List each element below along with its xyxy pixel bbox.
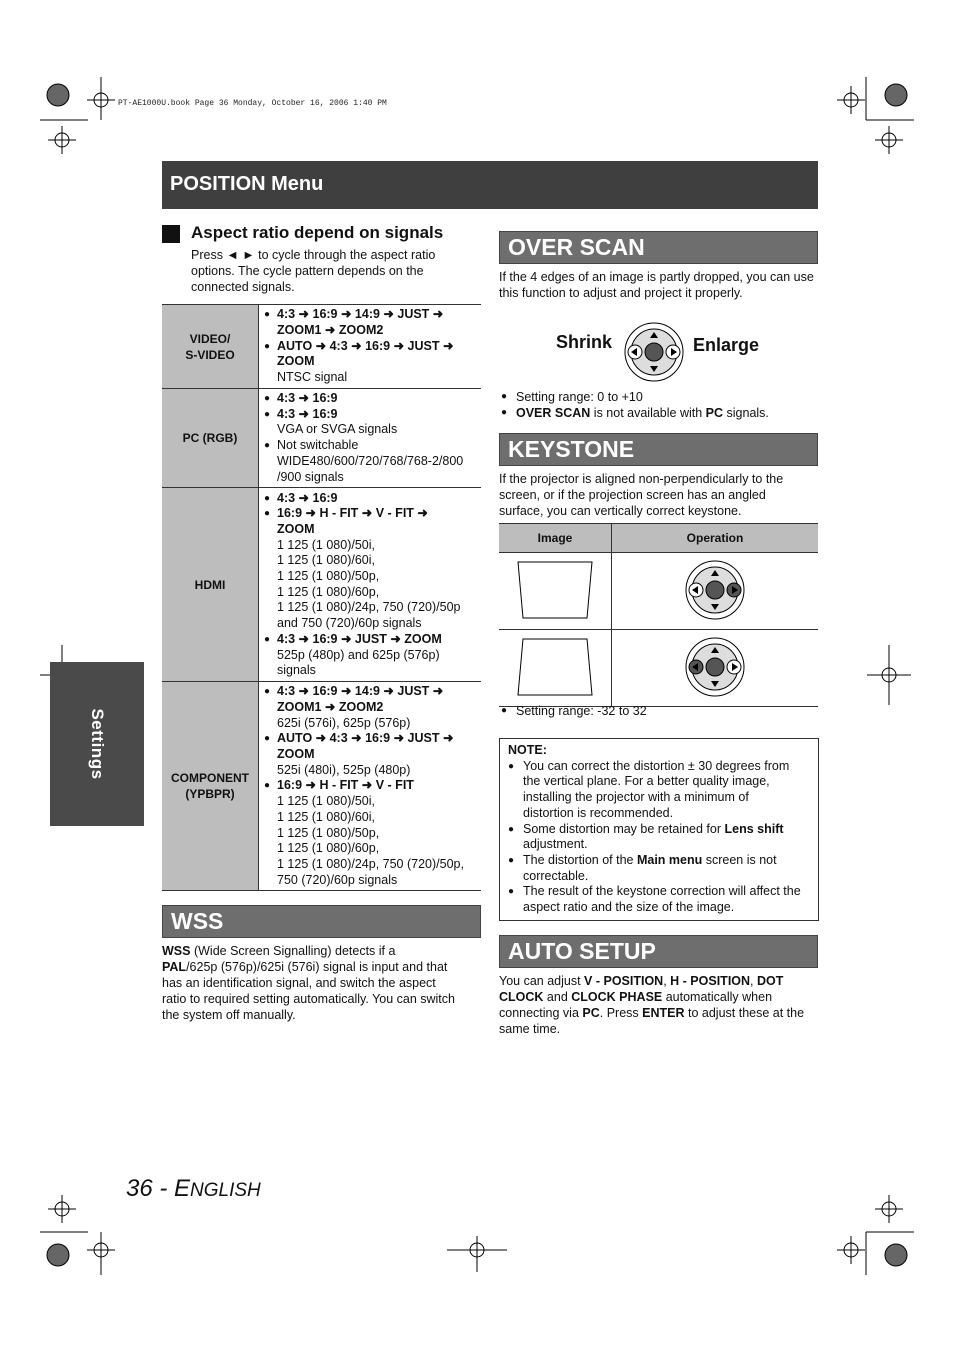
bullet-dot: ● [508,823,515,835]
note-line [523,790,789,806]
note-item-text [523,759,789,822]
text-run: The distortion of the [523,852,637,867]
auto-setup-line [499,973,824,989]
aspect-option-line [264,616,481,632]
bold-text: PC [582,1006,600,1020]
wss-line [162,975,482,991]
side-tab [50,662,144,826]
note-title: NOTE: [508,743,547,757]
aspect-option-text: 1 125 (1 080)/50p, [277,569,380,584]
aspect-option-text: 1 125 (1 080)/50i, [277,537,375,552]
aspect-signal-label-line: (YPBPR) [185,787,235,802]
aspect-option-line [264,873,481,889]
bullet-dot: ● [264,508,271,520]
aspect-option-line [264,684,481,700]
aspect-option-text: 4:3 ➜ 16:9 [277,406,338,421]
remote-dpad-icon [622,322,686,382]
wss-line [162,1007,482,1023]
over-scan-note-text [516,389,643,405]
bullet-dot [264,553,277,569]
aspect-options [259,682,482,891]
bullet-dot: ● [264,340,271,352]
bullet-dot [264,663,277,679]
aspect-option-line [264,438,481,454]
over-scan-note [501,389,821,405]
auto-setup-title: AUTO SETUP [499,935,818,968]
page-number: 36 - E [126,1175,191,1202]
over-scan-intro-line: If the 4 edges of an image is partly dropped, you can use [499,270,814,284]
aspect-option-line [264,857,481,873]
remote-dpad-icon [684,636,746,698]
text-run: adjustment. [523,837,588,852]
aspect-option-text: ZOOM1 ➜ ZOOM2 [277,699,384,714]
aspect-signal-label-line: HDMI [194,577,226,592]
aspect-intro-line: connected signals. [191,280,295,294]
bullet-dot [264,826,277,842]
over-scan-note [501,405,821,421]
aspect-option-line [264,323,481,339]
note-item [508,884,810,915]
keystone-intro-line: If the projector is aligned non-perpendicularly to the [499,472,784,486]
bold-text: PAL [162,960,187,974]
bullet-dot [264,354,277,370]
wss-title: WSS [162,905,481,938]
aspect-option-text: signals [277,663,316,678]
note-item-text [523,853,777,884]
text-run: . Press [599,1006,643,1020]
bullet-dot [264,616,277,632]
text-run: the vertical plane. For a better quality image, [523,774,770,789]
aspect-options [259,389,482,488]
text-run: installing the projector with a minimum of [523,790,749,805]
bullet-dot: ● [508,760,515,772]
text-run: aspect ratio and the size of the image. [523,900,735,915]
note-line [523,900,801,916]
aspect-option-text: 1 125 (1 080)/24p, 750 (720)/50p [277,600,461,615]
keystone-intro-line: screen, or if the projection screen has an angled [499,488,766,502]
text-run: You can adjust [499,974,585,988]
aspect-option-text: 1 125 (1 080)/24p, 750 (720)/50p, [277,856,464,871]
aspect-intro-line: Press ◄ ► to cycle through the aspect ratio [191,248,436,262]
aspect-option-text: ZOOM1 ➜ ZOOM2 [277,322,384,337]
note-item-text [523,822,784,853]
bullet-dot [264,454,277,470]
aspect-option-line [264,553,481,569]
aspect-option-text: 1 125 (1 080)/60i, [277,553,375,568]
note-line [523,837,784,853]
text-run: The result of the keystone correction will affect the [523,884,801,899]
aspect-option-line [264,716,481,732]
aspect-signal-label-line: PC (RGB) [182,431,238,446]
note-line [523,806,789,822]
bullet-dot [264,370,277,386]
bullet-dot: ● [264,492,271,504]
aspect-option-text: AUTO ➜ 4:3 ➜ 16:9 ➜ JUST ➜ [277,338,454,353]
aspect-option-text: 625i (576i), 625p (576p) [277,715,411,730]
aspect-option-text: NTSC signal [277,370,348,385]
auto-setup-line [499,1005,824,1021]
aspect-row [162,488,481,682]
keystone-table [499,523,818,707]
aspect-option-text: 16:9 ➜ H - FIT ➜ V - FIT [277,778,414,793]
note-box [499,738,819,921]
bullet-dot [264,422,277,438]
text-run: , [663,974,671,988]
text-run: , [750,974,757,988]
aspect-option-text: 16:9 ➜ H - FIT ➜ V - FIT ➜ [277,506,428,521]
aspect-option-line [264,391,481,407]
aspect-option-line [264,307,481,323]
aspect-option-line [264,470,481,486]
enlarge-label: Enlarge [693,335,760,355]
aspect-row [162,305,481,389]
bold-text: Main menu [636,852,703,867]
aspect-option-line [264,407,481,423]
note-line [523,822,784,838]
col-image-header: Image [499,524,612,553]
aspect-option-text: AUTO ➜ 4:3 ➜ 16:9 ➜ JUST ➜ [277,731,454,746]
note-line [523,869,777,885]
keystone-intro [499,471,819,519]
aspect-option-text: VGA or SVGA signals [277,422,398,437]
remote-dpad-icon [684,559,746,621]
bullet-dot [264,841,277,857]
bullet-dot [264,716,277,732]
aspect-option-text: ZOOM [277,354,315,369]
aspect-option-line [264,585,481,601]
text-run: distortion is recommended. [523,805,674,820]
page-title: POSITION Menu [162,161,818,209]
bold-text: DOT [757,974,784,988]
bullet-dot [264,569,277,585]
bullet-dot [264,648,277,664]
text-run: (Wide Screen Signalling) detects if a [190,944,396,958]
over-scan-note-text [516,405,769,421]
bullet-dot: ● [264,633,271,645]
text-run: You can correct the distortion ± 30 degrees from [523,758,790,773]
shrink-label: Shrink [556,332,613,352]
auto-setup-line [499,989,824,1005]
aspect-option-text: 4:3 ➜ 16:9 ➜ 14:9 ➜ JUST ➜ [277,307,444,322]
bullet-dot [264,600,277,616]
aspect-option-line [264,538,481,554]
bullet-dot [264,522,277,538]
aspect-signal-label-line: COMPONENT [171,771,249,786]
aspect-option-line [264,632,481,648]
note-line [523,884,801,900]
aspect-option-line [264,731,481,747]
aspect-option-text: 750 (720)/60p signals [277,872,398,887]
aspect-option-text: 1 125 (1 080)/60p, [277,841,380,856]
bullet-dot: ● [264,440,271,452]
bold-text: PC [705,406,724,420]
bold-text: V - POSITION [584,974,664,988]
keystone-wide-bottom-icon [515,636,595,698]
bold-text: CLOCK PHASE [571,990,663,1004]
aspect-option-text: and 750 (720)/60p signals [277,616,422,631]
aspect-row [162,389,481,488]
bullet-dot [264,470,277,486]
aspect-signal-label-line: S-VIDEO [185,347,235,362]
bold-text: CLOCK [499,990,544,1004]
bullet-dot: ● [508,854,515,866]
aspect-option-line [264,491,481,507]
aspect-option-line [264,663,481,679]
bullet-dot: ● [264,686,271,698]
bullet-dot [264,857,277,873]
aspect-row [162,682,481,891]
aspect-option-text: Not switchable [277,438,359,453]
over-scan-title: OVER SCAN [499,231,818,264]
aspect-signal-label [162,488,259,682]
bullet-dot: ● [508,886,515,898]
bold-text: H - POSITION [670,974,751,988]
keystone-range: ● Setting range: -32 to 32 [501,704,647,718]
text-run: screen is not [702,852,777,867]
aspect-option-text: /900 signals [277,469,344,484]
aspect-intro-line: options. The cycle pattern depends on the [191,264,424,278]
col-operation-header: Operation [612,524,819,553]
text-run: is not available with [590,406,706,420]
text-run: same time. [499,1022,561,1036]
note-item [508,759,810,822]
aspect-option-line [264,370,481,386]
aspect-option-text: ZOOM [277,747,315,762]
note-item [508,822,810,853]
aspect-option-text: ZOOM [277,521,315,536]
bullet-dot [264,700,277,716]
over-scan-intro-line: this function to adjust and project it properly. [499,286,743,300]
text-run: correctable. [523,868,589,883]
wss-line [162,991,482,1007]
aspect-signal-label-line: VIDEO/ [189,331,231,346]
text-run: connecting via [499,1006,583,1020]
aspect-option-line [264,763,481,779]
over-scan-intro [499,269,819,301]
text-run: Setting range: 0 to +10 [516,390,643,404]
text-run: /625p (576p)/625i (576i) signal is input and that [186,960,448,974]
aspect-options [259,488,482,682]
bullet-dot: ● [501,391,508,402]
aspect-option-line [264,522,481,538]
keystone-intro-line: surface, you can vertically correct keystone. [499,504,742,518]
aspect-option-line [264,648,481,664]
text-run: to adjust these at the [684,1006,805,1020]
aspect-option-line [264,810,481,826]
keystone-range-text: Setting range: -32 to 32 [516,704,647,718]
aspect-option-text: 525p (480p) and 625p (576p) [277,647,440,662]
text-run: Some distortion may be retained for [523,821,725,836]
wss-line [162,943,482,959]
text-run: the system off manually. [162,1008,296,1022]
bullet-dot: ● [501,407,508,418]
aspect-option-line [264,841,481,857]
aspect-option-line [264,794,481,810]
page-language: NGLISH [190,1180,261,1201]
bullet-dot [264,585,277,601]
text-run: has an identification signal, and switch the aspect [162,976,436,990]
text-run: ratio to required setting automatically. You can switch [162,992,455,1006]
bullet-dot: ● [264,733,271,745]
aspect-table [162,304,481,891]
note-line [523,774,789,790]
over-scan-notes [501,389,821,421]
wss-text [162,943,482,1023]
bullet-dot [264,538,277,554]
aspect-option-line [264,569,481,585]
bullet-dot: ● [264,780,271,792]
page-footer [126,1175,261,1203]
auto-setup-line [499,1021,824,1037]
aspect-signal-label [162,389,259,488]
aspect-option-line [264,506,481,522]
aspect-option-line [264,826,481,842]
aspect-option-text: 525i (480i), 525p (480p) [277,762,411,777]
bullet-dot [264,794,277,810]
bullet-dot: ● [264,393,271,404]
aspect-option-line [264,778,481,794]
aspect-intro [191,247,481,295]
aspect-title: Aspect ratio depend on signals [191,223,444,242]
aspect-option-text: 4:3 ➜ 16:9 ➜ JUST ➜ ZOOM [277,631,442,646]
keystone-title: KEYSTONE [499,433,818,466]
aspect-option-line [264,700,481,716]
bold-text: WSS [162,944,191,958]
bold-text: OVER SCAN [516,406,591,420]
bold-text: ENTER [642,1006,685,1020]
text-run: signals. [723,406,769,420]
aspect-option-line [264,747,481,763]
aspect-option-line [264,422,481,438]
side-tab-label: Settings [88,708,107,780]
bullet-dot [264,763,277,779]
bullet-dot [264,323,277,339]
bold-text: Lens shift [724,821,784,836]
aspect-option-line [264,354,481,370]
aspect-option-text: 1 125 (1 080)/60i, [277,809,375,824]
aspect-option-text: 4:3 ➜ 16:9 [277,391,338,405]
note-item-text [523,884,801,915]
wss-line [162,959,482,975]
bullet-dot: ● [264,408,271,420]
section-marker [162,225,180,243]
aspect-option-text: 1 125 (1 080)/60p, [277,584,380,599]
aspect-signal-label [162,305,259,389]
aspect-option-text: 4:3 ➜ 16:9 ➜ 14:9 ➜ JUST ➜ [277,684,444,699]
aspect-option-text: 1 125 (1 080)/50i, [277,794,375,809]
aspect-option-text: WIDE480/600/720/768/768-2/800 [277,453,464,468]
note-line [523,853,777,869]
bullet-dot [264,873,277,889]
aspect-options [259,305,482,389]
bullet-dot [264,747,277,763]
aspect-signal-label [162,682,259,891]
keystone-wide-top-icon [515,559,595,621]
bullet-dot: ● [264,309,271,321]
text-run: and [543,990,572,1004]
aspect-option-text: 4:3 ➜ 16:9 [277,490,338,505]
bullet-dot [264,810,277,826]
text-run: automatically when [662,990,773,1004]
aspect-option-line [264,339,481,355]
note-line [523,759,789,775]
aspect-option-line [264,600,481,616]
aspect-option-text: 1 125 (1 080)/50p, [277,825,380,840]
note-item [508,853,810,884]
aspect-option-line [264,454,481,470]
auto-setup-text [499,973,824,1037]
print-info-line: PT-AE1000U.book Page 36 Monday, October 16, 2006 1:40 PM [118,99,387,108]
